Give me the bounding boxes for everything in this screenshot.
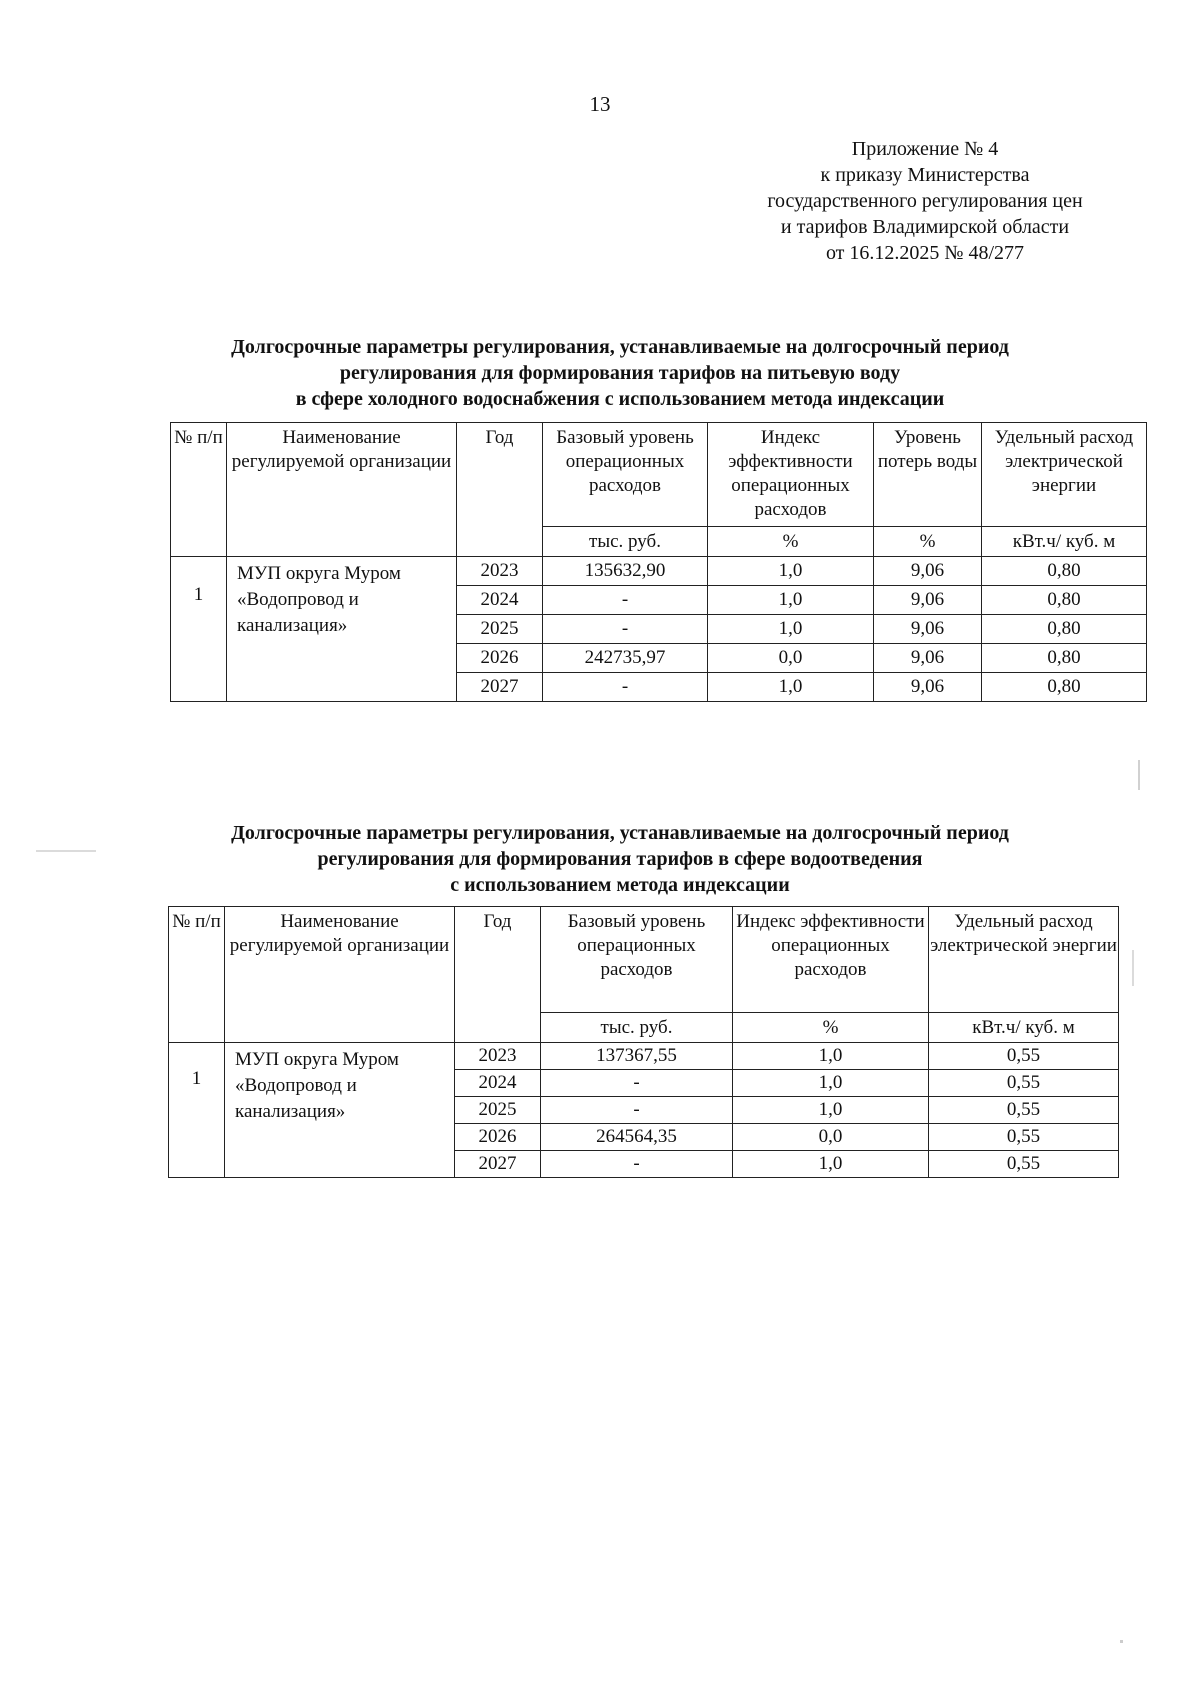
efficiency-index-cell: 1,0 — [733, 1070, 929, 1097]
year-cell: 2027 — [457, 673, 543, 702]
energy-cell: 0,55 — [929, 1097, 1119, 1124]
scan-artifact — [1132, 950, 1134, 986]
appendix-line: к приказу Министерства — [820, 164, 1030, 186]
energy-cell: 0,80 — [982, 557, 1147, 586]
efficiency-index-cell: 1,0 — [733, 1097, 929, 1124]
energy-cell: 0,80 — [982, 615, 1147, 644]
table1-title — [150, 334, 1090, 412]
year-cell: 2027 — [455, 1151, 541, 1178]
efficiency-index-cell: 1,0 — [708, 557, 874, 586]
year-cell: 2024 — [455, 1070, 541, 1097]
unit-energy-consumption: кВт.ч/ куб. м — [982, 527, 1147, 557]
appendix-line: Приложение № 4 — [851, 138, 999, 160]
base-cost-cell: 242735,97 — [543, 644, 708, 673]
header-energy-consumption: Удельный расход электрической энергии — [929, 907, 1119, 1013]
appendix-line: государственного регулирования цен — [767, 190, 1083, 212]
efficiency-index-cell: 1,0 — [708, 673, 874, 702]
table-row — [171, 557, 1147, 586]
header-base-cost: Базовый уровень операционных расходов — [543, 423, 708, 527]
table1-water-supply — [170, 422, 1147, 702]
table2-title — [150, 820, 1090, 898]
organization-name: МУП округа Муром «Водопровод и канализация» — [225, 1043, 455, 1178]
title-line: регулирования для формирования тарифов в сфере водоотведения — [317, 848, 923, 870]
header-efficiency-index: Индекс эффективности операционных расходов — [708, 423, 874, 527]
header-base-cost: Базовый уровень операционных расходов — [541, 907, 733, 1013]
unit-base-cost: тыс. руб. — [543, 527, 708, 557]
energy-cell: 0,80 — [982, 644, 1147, 673]
header-num: № п/п — [169, 907, 225, 1043]
efficiency-index-cell: 1,0 — [733, 1043, 929, 1070]
scan-artifact — [36, 850, 96, 852]
appendix-block — [700, 136, 1150, 266]
energy-cell: 0,55 — [929, 1043, 1119, 1070]
base-cost-cell: 264564,35 — [541, 1124, 733, 1151]
page-number: 13 — [589, 92, 611, 116]
year-cell: 2024 — [457, 586, 543, 615]
year-cell: 2026 — [457, 644, 543, 673]
base-cost-cell: - — [543, 615, 708, 644]
entry-number: 1 — [171, 557, 227, 702]
base-cost-cell: 135632,90 — [543, 557, 708, 586]
base-cost-cell: 137367,55 — [541, 1043, 733, 1070]
year-cell: 2026 — [455, 1124, 541, 1151]
year-cell: 2025 — [455, 1097, 541, 1124]
energy-cell: 0,80 — [982, 586, 1147, 615]
year-cell: 2023 — [455, 1043, 541, 1070]
water-loss-cell: 9,06 — [874, 557, 982, 586]
header-org: Наименование регулируемой организации — [227, 423, 457, 557]
scan-artifact — [1120, 1640, 1123, 1643]
unit-efficiency-index: % — [733, 1013, 929, 1043]
entry-number: 1 — [169, 1043, 225, 1178]
title-line: Долгосрочные параметры регулирования, устанавливаемые на долгосрочный период — [231, 336, 1009, 358]
header-org: Наименование регулируемой организации — [225, 907, 455, 1043]
efficiency-index-cell: 1,0 — [733, 1151, 929, 1178]
header-year: Год — [457, 423, 543, 557]
energy-cell: 0,55 — [929, 1151, 1119, 1178]
energy-cell: 0,55 — [929, 1124, 1119, 1151]
efficiency-index-cell: 0,0 — [708, 644, 874, 673]
water-loss-cell: 9,06 — [874, 615, 982, 644]
unit-water-loss: % — [874, 527, 982, 557]
base-cost-cell: - — [541, 1070, 733, 1097]
organization-name: МУП округа Муром «Водопровод и канализация» — [227, 557, 457, 702]
water-loss-cell: 9,06 — [874, 586, 982, 615]
appendix-line: и тарифов Владимирской области — [780, 216, 1070, 238]
water-loss-cell: 9,06 — [874, 673, 982, 702]
header-energy-consumption: Удельный расход электрической энергии — [982, 423, 1147, 527]
efficiency-index-cell: 1,0 — [708, 586, 874, 615]
base-cost-cell: - — [541, 1151, 733, 1178]
title-line: Долгосрочные параметры регулирования, устанавливаемые на долгосрочный период — [231, 822, 1009, 844]
header-efficiency-index: Индекс эффективности операционных расходов — [733, 907, 929, 1013]
energy-cell: 0,55 — [929, 1070, 1119, 1097]
efficiency-index-cell: 1,0 — [708, 615, 874, 644]
title-line: с использованием метода индексации — [450, 874, 790, 896]
scan-artifact — [1138, 760, 1140, 790]
title-line: в сфере холодного водоснабжения с использованием метода индексации — [295, 388, 945, 410]
table-row — [169, 1043, 1119, 1070]
water-loss-cell: 9,06 — [874, 644, 982, 673]
unit-efficiency-index: % — [708, 527, 874, 557]
base-cost-cell: - — [543, 586, 708, 615]
base-cost-cell: - — [541, 1097, 733, 1124]
unit-energy-consumption: кВт.ч/ куб. м — [929, 1013, 1119, 1043]
base-cost-cell: - — [543, 673, 708, 702]
header-year: Год — [455, 907, 541, 1043]
year-cell: 2023 — [457, 557, 543, 586]
header-water-loss: Уровень потерь воды — [874, 423, 982, 527]
efficiency-index-cell: 0,0 — [733, 1124, 929, 1151]
energy-cell: 0,80 — [982, 673, 1147, 702]
table2-wastewater — [168, 906, 1119, 1178]
appendix-line: от 16.12.2025 № 48/277 — [825, 242, 1025, 264]
header-num: № п/п — [171, 423, 227, 557]
title-line: регулирования для формирования тарифов на питьевую воду — [339, 362, 901, 384]
year-cell: 2025 — [457, 615, 543, 644]
unit-base-cost: тыс. руб. — [541, 1013, 733, 1043]
